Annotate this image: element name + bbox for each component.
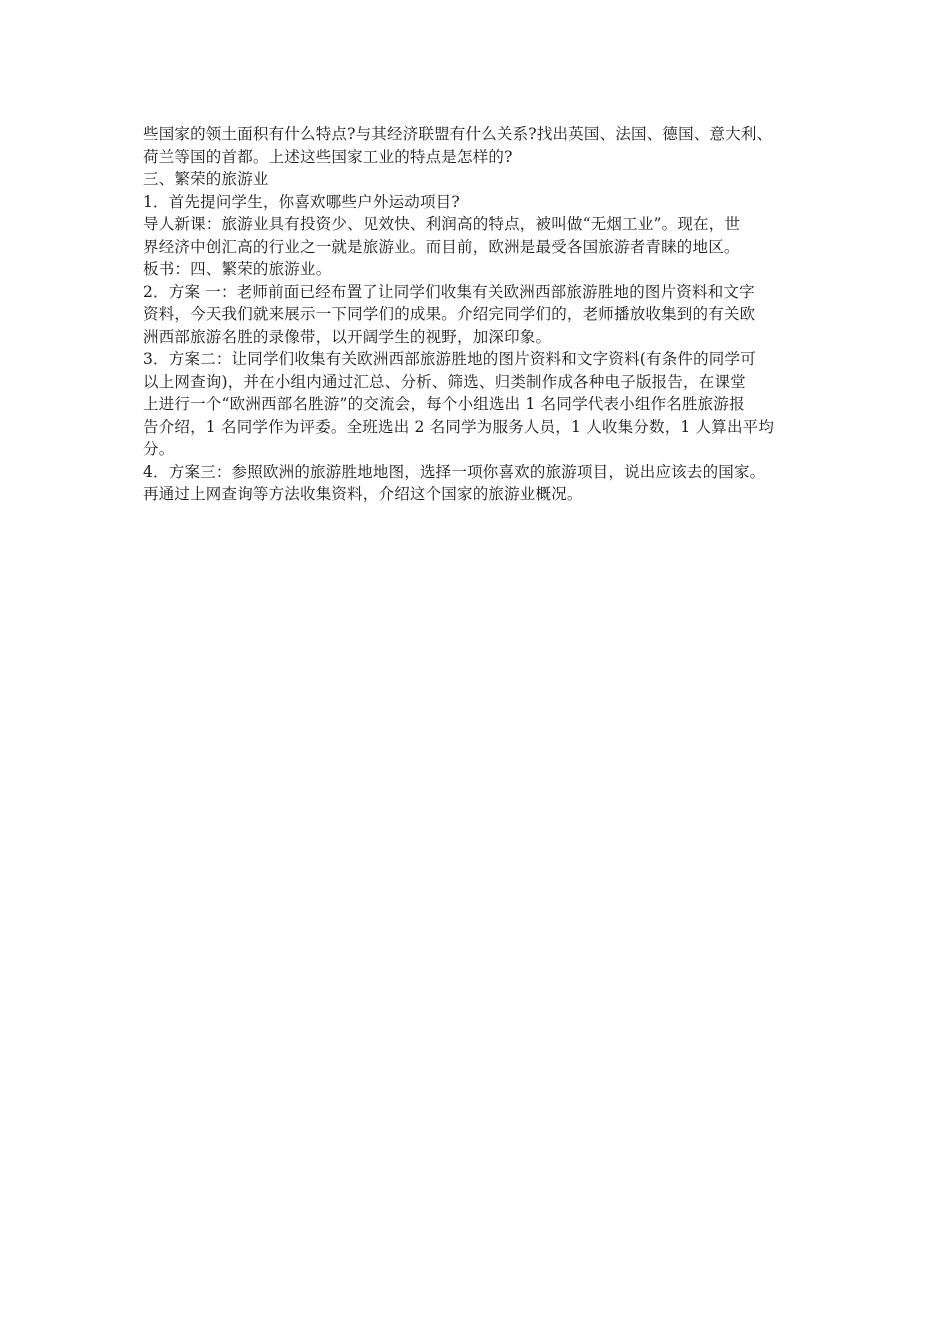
section-heading: 三、繁荣的旅游业 — [143, 170, 269, 188]
text-line: 2．方案 一：老师前面已经布置了让同学们收集有关欧洲西部旅游胜地的图片资料和文字 — [143, 282, 755, 301]
text-line: 1．首先提问学生，你喜欢哪些户外运动项目? — [143, 192, 460, 211]
text-line: 板书：四、繁荣的旅游业。 — [143, 260, 332, 278]
text-line: 上进行一个“欧洲西部名胜游”的交流会，每个小组选出 1 名同学代表小组作名胜旅游报 — [143, 395, 745, 413]
text-line: 分。 — [143, 440, 175, 458]
text-line: 荷兰等国的首都。上述这些国家工业的特点是怎样的? — [143, 147, 513, 166]
text-line: 导人新课：旅游业具有投资少、见效快、利润高的特点，被叫做“无烟工业”。现在，世 — [143, 215, 741, 233]
text-line: 以上网查询)，并在小组内通过汇总、分析、筛选、归类制作成各种电子版报告，在课堂 — [143, 372, 746, 391]
text-line: 再通过上网查询等方法收集资料，介绍这个国家的旅游业概况。 — [143, 485, 583, 503]
document-body — [143, 123, 823, 506]
text-line: 界经济中创汇高的行业之一就是旅游业。而目前，欧洲是最受各国旅游者青睐的地区。 — [143, 237, 740, 256]
text-line: 3．方案二：让同学们收集有关欧洲西部旅游胜地的图片资料和文字资料(有条件的同学可 — [143, 350, 756, 368]
text-line: 资料，今天我们就来展示一下同学们的成果。介绍完同学们的，老师播放收集到的有关欧 — [143, 305, 756, 323]
text-line: 告介绍，1 名同学作为评委。全班选出 2 名同学为服务人员，1 人收集分数，1 人算出平均 — [143, 417, 775, 436]
text-line: 些国家的领土面积有什么特点?与其经济联盟有什么关系?找出英国、法国、德国、意大利、 — [143, 125, 773, 143]
text-line: 洲西部旅游名胜的录像带，以开阔学生的视野，加深印象。 — [143, 327, 552, 346]
text-line: 4．方案三：参照欧洲的旅游胜地地图，选择一项你喜欢的旅游项目，说出应该去的国家。 — [143, 462, 766, 481]
